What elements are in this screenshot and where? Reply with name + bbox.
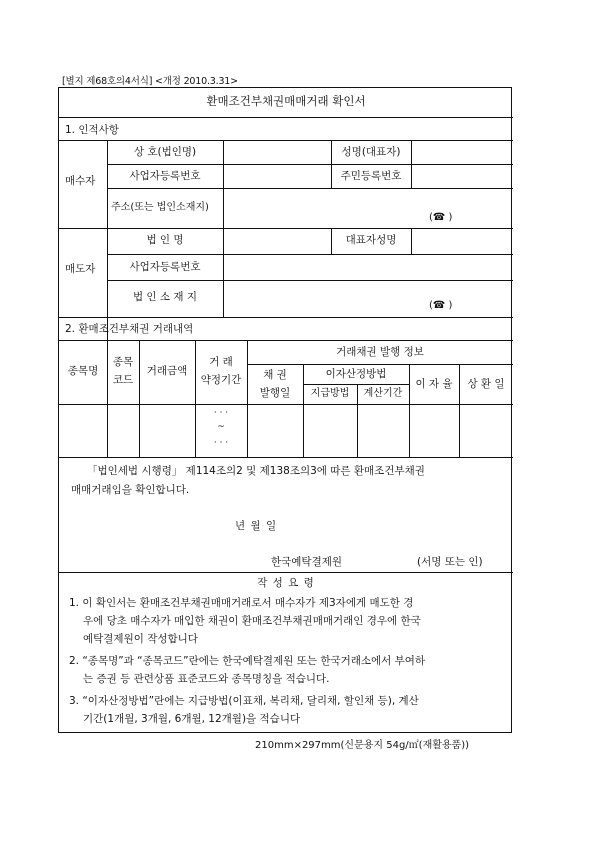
buyer-bizno-field[interactable]: [225, 165, 329, 187]
period-tilde: ~: [217, 422, 225, 432]
guide-item1-line2: 우에 당초 매수자가 매입한 채권이 환매조건부채권매매거래인 경우에 한국: [83, 615, 421, 627]
buyer-company-label: 상 호(법인명): [133, 146, 197, 158]
seller-corp-label: 법 인 명: [146, 234, 184, 246]
confirmation-form: [58, 87, 512, 733]
statement-line2: 매매거래임을 확인합니다.: [71, 484, 190, 496]
statement-date: 년 월 일: [235, 520, 278, 532]
buyer-bizno-label: 사업자등록번호: [129, 170, 201, 182]
seller-corp-field[interactable]: [225, 229, 329, 253]
form-number: [별지 제68호의4서식]: [62, 76, 153, 87]
divider: [247, 364, 513, 365]
col-calc-period: 계산기간: [363, 388, 403, 399]
col-item-code-1: 종목: [112, 356, 134, 368]
guide-item1-line3: 예탁결제원이 작성합니다: [83, 633, 198, 645]
col-amount: 거래금액: [146, 365, 188, 377]
revision-note: <개정 2010.3.31>: [155, 76, 238, 87]
cell-calc-period[interactable]: [358, 405, 408, 456]
cell-rate[interactable]: [410, 405, 458, 456]
col-period-1: 거 래: [209, 356, 233, 368]
statement-line1: 「법인세법 시행령」 제114조의2 및 제138조의3에 따른 환매조건부채권: [87, 465, 425, 477]
guide-item3-line1: 3. “이자산정방법”란에는 지급방법(이표채, 복리채, 달리채, 할인채 등), 계산: [69, 695, 419, 707]
col-issue-date-2: 발행일: [259, 387, 291, 399]
col-pay-method: 지급방법: [310, 388, 350, 399]
divider: [59, 572, 513, 573]
cell-item-name[interactable]: [60, 405, 106, 456]
col-rate: 이 자 율: [415, 378, 453, 390]
seller-phone: (☎ ): [429, 300, 453, 311]
form-header: [62, 73, 238, 87]
buyer-label: 매수자: [65, 175, 96, 187]
seller-bizno-label: 사업자등록번호: [129, 261, 201, 273]
seller-label: 매도자: [65, 263, 96, 275]
period-dots-top: · · ·: [213, 408, 229, 418]
col-issue-date-1: 채 권: [263, 369, 287, 381]
cell-amount[interactable]: [140, 405, 194, 456]
guide-item2-line1: 2. “종목명”과 “종목코드”란에는 한국예탁결제원 또는 한국거래소에서 부여하: [69, 655, 426, 667]
seller-rep-label: 대표자성명: [345, 234, 397, 246]
divider: [303, 384, 409, 385]
buyer-company-field[interactable]: [225, 141, 329, 163]
guide-item1-line1: 1. 이 확인서는 환매조건부채권매매거래로서 매수자가 제3자에게 매도한 경: [69, 597, 414, 609]
cell-item-code[interactable]: [108, 405, 138, 456]
guide-heading: 작 성 요 령: [257, 577, 315, 589]
divider: [411, 228, 412, 254]
section2-heading: 2. 환매조건부채권 거래내역: [65, 323, 194, 335]
buyer-rep-label: 성명(대표자): [341, 146, 401, 158]
divider: [59, 340, 513, 341]
paper-spec-footer: 210mm×297mm(신문용지 54g/㎡(재활용품)): [255, 740, 470, 751]
buyer-address-field[interactable]: [225, 189, 511, 227]
section1-heading: 1. 인적사항: [65, 124, 119, 136]
seller-location-field[interactable]: [225, 281, 511, 316]
divider: [59, 457, 513, 458]
form-title: 환매조건부채권매매거래 확인서: [206, 94, 366, 108]
buyer-resno-label: 주민등록번호: [340, 170, 402, 182]
buyer-rep-field[interactable]: [413, 141, 511, 163]
divider: [59, 317, 513, 318]
col-issue-info: 거래채권 발행 정보: [336, 346, 424, 358]
seller-rep-field[interactable]: [413, 229, 511, 253]
cell-issue-date[interactable]: [248, 405, 302, 456]
cell-pay-method[interactable]: [304, 405, 356, 456]
buyer-address-label: 주소(또는 법인소재지): [111, 202, 209, 213]
divider: [223, 188, 224, 228]
col-redeem-date: 상 환 일: [467, 378, 505, 390]
cell-redeem-date[interactable]: [460, 405, 512, 456]
period-dots-bottom: · · ·: [213, 438, 229, 448]
col-item-name: 종목명: [67, 365, 99, 377]
divider: [59, 117, 513, 118]
signature-label: (서명 또는 인): [417, 556, 483, 568]
guide-item2-line2: 는 증권 등 관련상품 표준코드와 종목명칭을 적습니다.: [83, 673, 330, 685]
seller-location-label: 법 인 소 재 지: [132, 291, 198, 303]
guide-item3-line2: 기간(1개월, 3개월, 6개월, 12개월)을 적습니다: [83, 713, 301, 725]
buyer-phone: (☎ ): [429, 212, 453, 223]
col-period-2: 약정기간: [200, 374, 242, 386]
col-interest-method: 이자산정방법: [325, 368, 387, 380]
divider: [223, 280, 224, 317]
col-item-code-2: 코드: [112, 374, 134, 386]
issuer-name: 한국예탁결제원: [271, 556, 343, 568]
seller-bizno-field[interactable]: [225, 255, 511, 279]
buyer-resno-field[interactable]: [413, 165, 511, 187]
